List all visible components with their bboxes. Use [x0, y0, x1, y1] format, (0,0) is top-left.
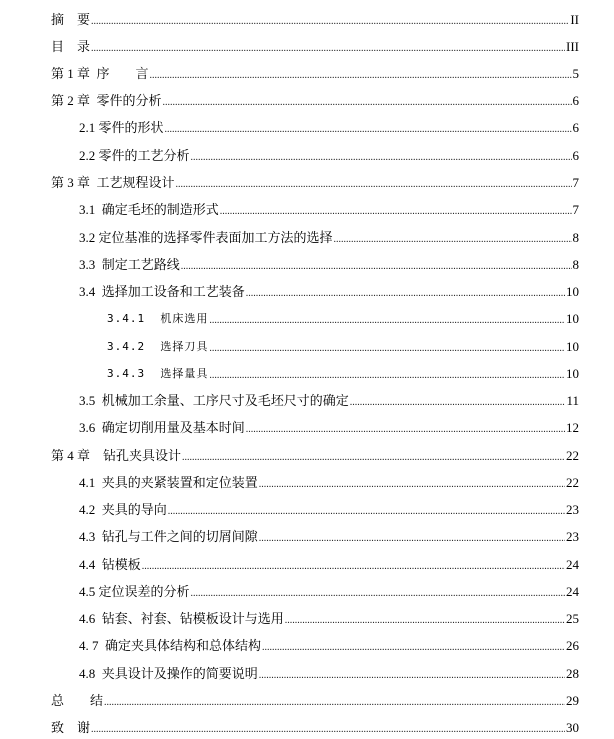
toc-entry-label: 3.2 定位基准的选择零件表面加工方法的选择	[79, 230, 333, 245]
toc-entry-3-6[interactable]	[0, 416, 579, 436]
toc-entry-3-3[interactable]	[0, 253, 579, 273]
toc-entry-3-2[interactable]	[0, 226, 579, 246]
dot-leader	[246, 424, 565, 436]
dot-leader	[246, 288, 565, 300]
toc-entry-label: 致 谢	[51, 720, 91, 735]
toc-entry-acknowledgements[interactable]	[0, 716, 579, 736]
toc-entry-page: 10	[566, 311, 579, 326]
dot-leader	[191, 152, 572, 164]
toc-entry-page: 8	[572, 230, 579, 245]
toc-entry-page: 26	[566, 638, 579, 653]
dot-leader	[168, 506, 565, 518]
toc-entry-page: 23	[566, 529, 579, 544]
toc-entry-page: 7	[572, 175, 579, 190]
toc-entry-label: 4. 7 确定夹具体结构和总体结构	[79, 638, 262, 653]
dot-leader	[91, 16, 569, 28]
toc-entry-page: 12	[566, 420, 579, 435]
toc-entry-page: 22	[566, 475, 579, 490]
toc-entry-label: 总 结	[51, 693, 104, 708]
toc-entry-label: 目 录	[51, 39, 91, 54]
toc-entry-page: 25	[566, 611, 579, 626]
toc-entry-chapter-3[interactable]	[0, 171, 579, 191]
toc-entry-chapter-4[interactable]	[0, 444, 579, 464]
toc-entry-label: 4.5 定位误差的分析	[79, 584, 190, 599]
dot-leader	[91, 724, 565, 736]
dot-leader	[259, 670, 565, 682]
toc-entry-page: 6	[572, 148, 579, 163]
toc-entry-3-4[interactable]	[0, 280, 579, 300]
toc-entry-label: 摘 要	[51, 12, 91, 27]
toc-entry-page: III	[566, 39, 579, 54]
toc-entry-label: 4.4 钻模板	[79, 557, 141, 572]
toc-entry-abstract[interactable]	[0, 8, 579, 28]
dot-leader	[334, 234, 572, 246]
toc-entry-label: 4.8 夹具设计及操作的简要说明	[79, 666, 258, 681]
dot-leader	[220, 206, 572, 218]
toc-entry-page: 23	[566, 502, 579, 517]
toc-entry-chapter-2[interactable]	[0, 89, 579, 109]
toc-entry-label: 3.4.1 机床选用	[107, 312, 209, 325]
toc-entry-label: 3.6 确定切削用量及基本时间	[79, 420, 245, 435]
dot-leader	[182, 452, 565, 464]
toc-entry-4-2[interactable]	[0, 498, 579, 518]
toc-entry-label: 第 1 章 序 言	[51, 66, 149, 81]
toc-entry-label: 4.1 夹具的夹紧装置和定位装置	[79, 475, 258, 490]
toc-entry-3-5[interactable]	[0, 389, 579, 409]
toc-entry-label: 3.5 机械加工余量、工序尺寸及毛坯尺寸的确定	[79, 393, 349, 408]
toc-entry-2-2[interactable]	[0, 144, 579, 164]
toc-entry-4-7[interactable]	[0, 634, 579, 654]
toc-entry-label: 第 2 章 零件的分析	[51, 93, 162, 108]
toc-entry-page: 5	[572, 66, 579, 81]
toc-entry-page: 8	[572, 257, 579, 272]
toc-entry-label: 4.3 钻孔与工件之间的切屑间隙	[79, 529, 258, 544]
toc-entry-page: 22	[566, 448, 579, 463]
dot-leader	[209, 370, 565, 382]
toc-entry-label: 3.1 确定毛坯的制造形式	[79, 202, 219, 217]
toc-entry-page: 28	[566, 666, 579, 681]
toc-entry-3-4-2[interactable]	[0, 335, 579, 355]
toc-entry-2-1[interactable]	[0, 116, 579, 136]
toc-entry-4-5[interactable]	[0, 580, 579, 600]
toc-entry-page: 7	[572, 202, 579, 217]
dot-leader	[181, 261, 572, 273]
dot-leader	[163, 97, 572, 109]
toc-entry-3-4-1[interactable]	[0, 307, 579, 327]
toc-entry-page: 29	[566, 693, 579, 708]
dot-leader	[262, 642, 565, 654]
dot-leader	[209, 343, 565, 355]
toc-entry-label: 4.6 钻套、衬套、钻模板设计与选用	[79, 611, 284, 626]
toc-entry-4-3[interactable]	[0, 525, 579, 545]
toc-entry-page: II	[570, 12, 579, 27]
dot-leader	[259, 479, 565, 491]
toc-entry-4-1[interactable]	[0, 471, 579, 491]
toc-entry-page: 30	[566, 720, 579, 735]
toc-entry-3-4-3[interactable]	[0, 362, 579, 382]
toc-entry-label: 3.4.2 选择刀具	[107, 340, 209, 353]
dot-leader	[285, 615, 565, 627]
toc-entry-4-4[interactable]	[0, 553, 579, 573]
toc-entry-label: 3.4 选择加工设备和工艺装备	[79, 284, 245, 299]
toc-entry-label: 2.2 零件的工艺分析	[79, 148, 190, 163]
toc-entry-3-1[interactable]	[0, 198, 579, 218]
toc-entry-label: 第 4 章 钻孔夹具设计	[51, 448, 182, 463]
toc-entry-contents[interactable]	[0, 35, 579, 55]
toc-entry-label: 3.4.3 选择量具	[107, 367, 209, 380]
toc-entry-page: 10	[566, 284, 579, 299]
dot-leader	[209, 315, 565, 327]
toc-entry-page: 11	[566, 393, 579, 408]
toc-entry-4-6[interactable]	[0, 607, 579, 627]
dot-leader	[176, 179, 572, 191]
dot-leader	[191, 588, 565, 600]
toc-entry-label: 4.2 夹具的导向	[79, 502, 167, 517]
toc-entry-page: 24	[566, 584, 579, 599]
toc-entry-4-8[interactable]	[0, 662, 579, 682]
dot-leader	[104, 697, 565, 709]
dot-leader	[259, 533, 565, 545]
toc-entry-page: 24	[566, 557, 579, 572]
toc-entry-label: 2.1 零件的形状	[79, 120, 164, 135]
toc-entry-page: 6	[572, 93, 579, 108]
toc-entry-page: 10	[566, 339, 579, 354]
toc-entry-summary[interactable]	[0, 689, 579, 709]
dot-leader	[150, 70, 572, 82]
toc-entry-label: 第 3 章 工艺规程设计	[51, 175, 175, 190]
toc-entry-page: 10	[566, 366, 579, 381]
dot-leader	[142, 561, 565, 573]
toc-entry-label: 3.3 制定工艺路线	[79, 257, 180, 272]
dot-leader	[350, 397, 566, 409]
toc-entry-chapter-1[interactable]	[0, 62, 579, 82]
toc-entry-page: 6	[572, 120, 579, 135]
dot-leader	[91, 43, 565, 55]
dot-leader	[165, 124, 572, 136]
